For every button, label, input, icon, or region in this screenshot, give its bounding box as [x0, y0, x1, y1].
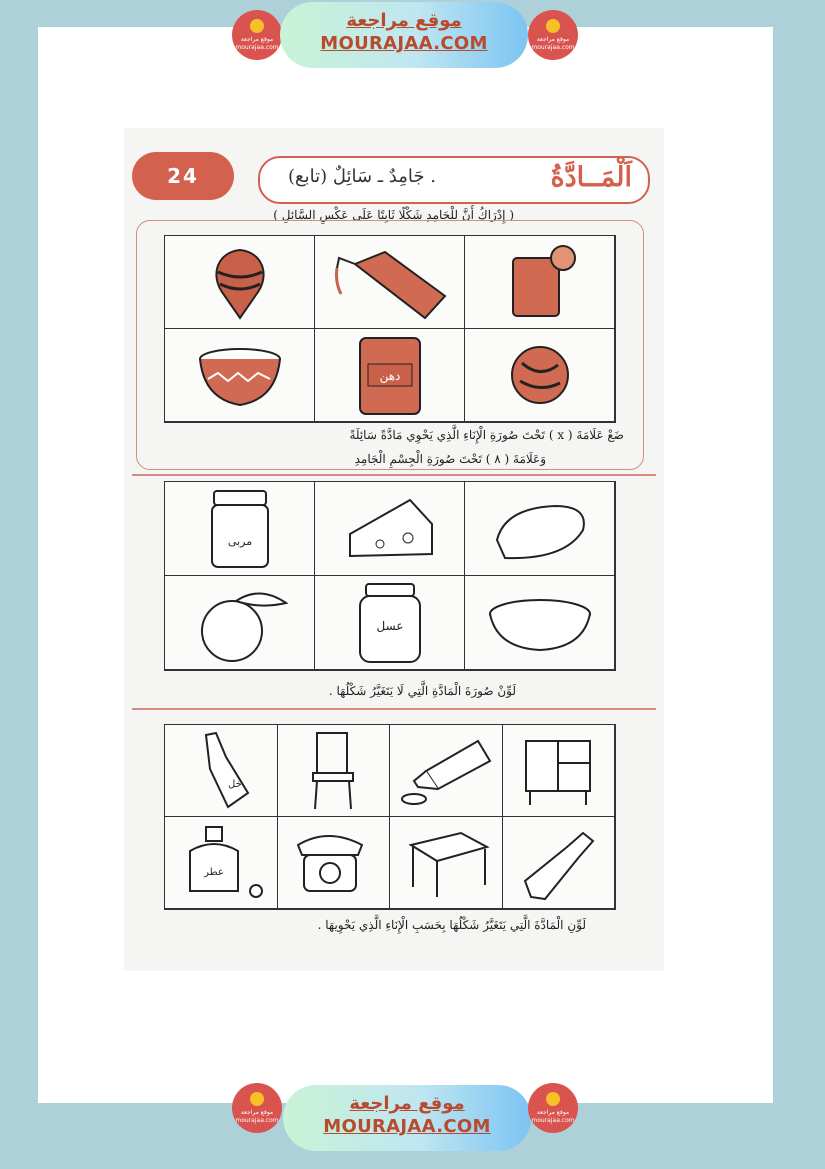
juice-glass-image	[465, 236, 615, 329]
cabinet-image	[503, 725, 616, 817]
page-subtitle: جَامِدٌ ـ سَائِلٌ (تابع) .	[288, 166, 436, 187]
site-banner-bottom[interactable]	[283, 1085, 531, 1151]
title-box	[258, 156, 650, 204]
perfume-label: عطر	[203, 866, 224, 878]
site-logo-left-top[interactable]: موقع مراجعة mourajaa.com	[232, 10, 282, 60]
perfume-bottle-image	[165, 817, 278, 909]
lesson-goal: ( إِدْرَاكُ أَنَّ لِلْجَامِدِ شَكْلًا ثَابِتًا عَلَى عَكْسِ السَّائِلِ )	[273, 208, 514, 222]
section-1-grid	[164, 235, 616, 423]
site-logo-right-top[interactable]: موقع مراجعة mourajaa.com	[528, 10, 578, 60]
vinegar-label: خل	[227, 778, 242, 790]
bowl-image	[165, 329, 315, 422]
section-2-grid	[164, 481, 616, 671]
jam-label: مربى	[227, 534, 252, 548]
site-name-ar-bottom[interactable]: موقع مراجعة	[349, 1093, 465, 1114]
wine-style-bottle-image	[503, 817, 616, 909]
cheese-image	[315, 482, 465, 576]
page-number-badge: 24	[132, 152, 234, 200]
worksheet-page	[124, 128, 664, 971]
jam-jar-image	[165, 482, 315, 576]
spinning-top-image	[165, 236, 315, 329]
section-1-instruction-2: وَعَلَامَةَ ( ٨ ) تَحْتَ صُورَةِ الْجِسْمِ الْجَامِدِ	[354, 452, 546, 466]
spilled-bottle-image	[390, 725, 503, 817]
honey-jar-image	[315, 576, 465, 670]
section-3-grid	[164, 724, 616, 910]
marble-ball-image	[465, 329, 615, 422]
vinegar-bottle-image	[165, 725, 278, 817]
can-image	[315, 329, 465, 422]
section-divider	[132, 474, 656, 476]
soup-plate-image	[465, 576, 615, 670]
site-banner-top[interactable]	[280, 2, 528, 68]
site-logo-left-bottom[interactable]: موقع مراجعة mourajaa.com	[232, 1083, 282, 1133]
page-title: اَلْمَــادَّةُ	[550, 162, 632, 193]
bread-image	[465, 482, 615, 576]
section-divider-2	[132, 708, 656, 710]
site-name-en-bottom[interactable]: MOURAJAA.COM	[323, 1116, 491, 1137]
honey-label: عسل	[376, 618, 403, 633]
site-logo-right-bottom[interactable]: موقع مراجعة mourajaa.com	[528, 1083, 578, 1133]
site-name-en[interactable]: MOURAJAA.COM	[320, 33, 488, 54]
site-name-ar[interactable]: موقع مراجعة	[346, 10, 462, 31]
chair-image	[278, 725, 391, 817]
can-label: دهن	[379, 369, 400, 383]
apple-image	[165, 576, 315, 670]
section-1-instruction-1: ضَعْ عَلَامَةَ ( x ) تَحْتَ صُورَةِ الْإِنَاءِ الَّذِي يَحْوِي مَادَّةً سَائِلَةً	[349, 428, 624, 442]
section-3-instruction: لَوِّنِ الْمَادَّةَ الَّتِي يَتَغَيَّرُ شَكْلُهَا بِحَسَبِ الْإِنَاءِ الَّذِي يَحْوِيهَا .	[317, 918, 586, 932]
section-2-instruction: لَوِّنْ صُورَةَ الْمَادَّةِ الَّتِي لَا يَتَغَيَّرُ شَكْلُهَا .	[328, 684, 516, 698]
table-image	[390, 817, 503, 909]
telephone-image	[278, 817, 391, 909]
bottle-pouring-image	[315, 236, 465, 329]
